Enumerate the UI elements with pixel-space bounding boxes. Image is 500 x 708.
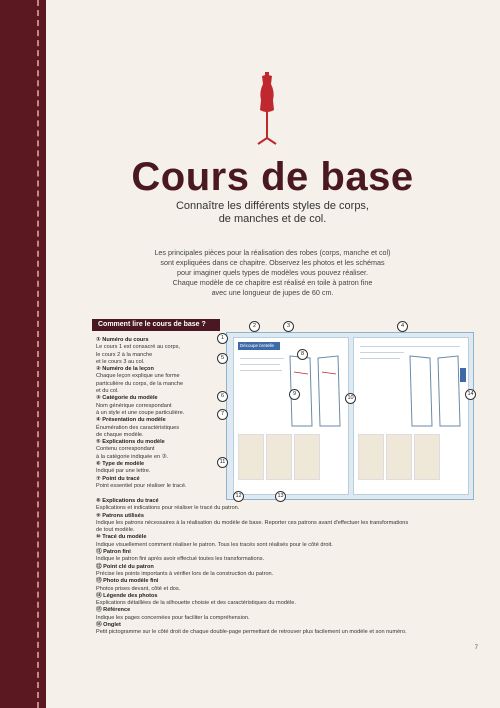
legend-text: particulière du corps, de la manche <box>96 380 184 387</box>
callout-badge: 10 <box>345 393 356 404</box>
legend-text: Petit pictogramme sur le côté droit de chaque double-page permettant de retrouver plus facilement un modèle et son numéro. <box>96 629 407 636</box>
intro-line: sont expliquées dans ce chapitre. Observez les photos et les schémas <box>160 258 385 267</box>
legend-text: Point essentiel pour réaliser le tracé. <box>96 482 187 489</box>
how-to-read-heading: Comment lire le cours de base ? <box>92 319 220 331</box>
legend-heading: ⑦ Point du tracé <box>96 475 140 482</box>
legend-heading: ⑨ Patrons utilisés <box>96 512 144 519</box>
model-photo <box>358 434 384 480</box>
legend-item <box>96 337 224 366</box>
legend-item <box>96 439 224 461</box>
legend-heading: ② Numéro de la leçon <box>96 366 154 373</box>
model-photo <box>238 434 264 480</box>
callout-badge: 2 <box>249 321 260 332</box>
intro-line: avec une longueur de jupes de 60 cm. <box>211 288 334 297</box>
spine-stitching <box>37 0 39 708</box>
legend-text: Précise les points importants à vérifier lors de la construction du patron. <box>96 570 274 577</box>
legend-heading: ⑥ Type de modèle <box>96 461 145 468</box>
callout-badge: 6 <box>217 391 228 402</box>
legend-item <box>96 395 224 417</box>
legend-heading: ⑪ Patron fini <box>96 549 131 556</box>
legend-heading: ⑬ Photo du modèle fini <box>96 578 159 585</box>
legend-text: et le cours 3 au col. <box>96 358 145 365</box>
diagram-header: Découpe bretelle <box>238 342 280 350</box>
intro-paragraph <box>110 248 435 298</box>
diagram-right-page <box>353 337 469 495</box>
page-subtitle <box>100 200 445 226</box>
legend-heading: ⑫ Point clé du patron <box>96 563 154 570</box>
legend-heading: ① Numéro du cours <box>96 337 149 343</box>
sample-spread-diagram <box>219 323 474 500</box>
callout-badge: 12 <box>233 491 244 502</box>
legend-item <box>96 417 224 439</box>
legend-text: Chaque leçon explique une forme <box>96 373 180 380</box>
legend-heading: ⑧ Explications du tracé <box>96 498 159 504</box>
page-number: 7 <box>474 645 478 651</box>
model-photo <box>414 434 440 480</box>
text-line <box>360 352 404 353</box>
legend-text: le cours 2 à la manche <box>96 351 153 358</box>
callout-badge: 13 <box>275 491 286 502</box>
legend-item <box>96 476 224 491</box>
legend-heading: ⑯ Onglet <box>96 622 121 629</box>
legend-text: Explications et indications pour réaliser le tracé du patron. <box>96 505 240 512</box>
text-line <box>240 358 284 359</box>
legend-text: Indique le patron fini après avoir effectué toutes les transformations. <box>96 556 265 563</box>
callout-badge: 9 <box>289 389 300 400</box>
legend-item <box>96 498 476 513</box>
pattern-drawing <box>406 352 464 430</box>
tab-marker <box>460 368 466 382</box>
model-photo <box>294 434 320 480</box>
legend-text: de chaque modèle. <box>96 431 144 438</box>
legend-item <box>96 461 224 476</box>
text-line <box>240 370 282 371</box>
legend-text: Contenu correspondant <box>96 446 155 453</box>
callout-badge: 7 <box>217 409 228 420</box>
callout-badge: 8 <box>297 349 308 360</box>
callout-badge: 4 <box>397 321 408 332</box>
legend-item <box>96 593 476 608</box>
text-line <box>360 346 460 347</box>
legend-text: Indique les patrons nécessaires à la réalisation du modèle de base. Reporter ces patrons avant d'effectuer les transformations <box>96 519 409 526</box>
legend-text: Énumération des caractéristiques <box>96 424 180 431</box>
legend-text: Nom générique correspondant <box>96 402 172 409</box>
legend-text: à un style et une coupe particulière. <box>96 409 185 416</box>
callout-badge: 3 <box>283 321 294 332</box>
dress-form-icon <box>252 70 282 150</box>
page-title: Cours de base <box>131 155 414 199</box>
legend-item <box>96 534 476 549</box>
diagram-left-page <box>233 337 349 495</box>
legend-heading: ④ Présentation du modèle <box>96 417 166 424</box>
legend-item <box>96 607 476 622</box>
legend-text: et du col. <box>96 388 119 395</box>
subtitle-line: de manches et de col. <box>218 213 327 225</box>
intro-line: pour imaginer quels types de modèles vous pouvez réaliser. <box>177 268 368 277</box>
legend-text: Indiqué par une lettre. <box>96 468 151 475</box>
legend-heading: ⑮ Référence <box>96 607 131 614</box>
intro-line: Chaque modèle de ce chapitre est réalisé en toile à patron fine <box>172 278 373 287</box>
legend-item <box>96 366 224 395</box>
legend-item <box>96 513 476 535</box>
legend-text: à la catégorie indiquée en ③. <box>96 453 169 460</box>
intro-line: Les principales pièces pour la réalisation des robes (corps, manche et col) <box>154 248 391 257</box>
model-photo <box>266 434 292 480</box>
legend-item <box>96 578 476 593</box>
legend-item <box>96 564 476 579</box>
text-line <box>240 364 280 365</box>
callout-badge: 1 <box>217 333 228 344</box>
legend-heading: ⑤ Explications du modèle <box>96 439 165 446</box>
callout-badge: 11 <box>217 457 228 468</box>
legend-item <box>96 549 476 564</box>
legend-text: Indique les pages concernées pour faciliter la compréhension. <box>96 614 250 621</box>
text-line <box>360 358 400 359</box>
callout-badge: 14 <box>465 389 476 400</box>
subtitle-line: Connaître les différents styles de corps, <box>175 200 369 212</box>
legend-item <box>96 622 476 637</box>
model-photo <box>386 434 412 480</box>
legend-text: Photos prises devant, côté et dos. <box>96 585 181 592</box>
legend-heading: ③ Catégorie du modèle <box>96 395 158 402</box>
legend-text: Indique visuellement comment réaliser le patron. Tous les tracés sont réalisés pour le côté droit. <box>96 541 333 548</box>
callout-badge: 5 <box>217 353 228 364</box>
legend-text: Le cours 1 est consacré au corps, <box>96 344 180 351</box>
legend-heading: ⑩ Tracé du modèle <box>96 534 147 541</box>
legend-wide <box>96 498 476 637</box>
legend-text: Explications détaillées de la silhouette choisie et des caractéristiques du modèle. <box>96 600 296 607</box>
legend-heading: ⑭ Légende des photos <box>96 592 158 599</box>
legend-text: de tout modèle. <box>96 527 135 534</box>
book-spine <box>0 0 46 708</box>
legend-column <box>96 337 224 490</box>
